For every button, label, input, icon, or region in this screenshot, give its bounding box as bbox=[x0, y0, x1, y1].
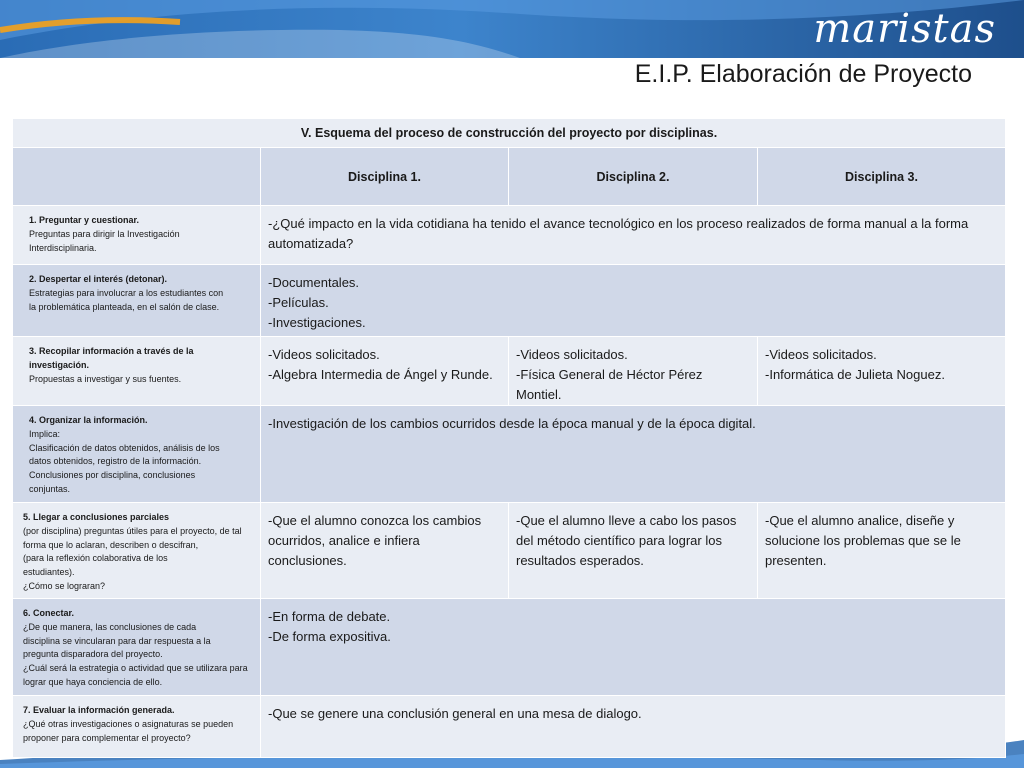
table-caption-row bbox=[13, 119, 1006, 148]
page-title: E.I.P. Elaboración de Proyecto bbox=[634, 60, 972, 88]
stage-cell bbox=[13, 503, 261, 599]
table-row bbox=[13, 696, 1006, 758]
stage-title: 6. Conectar. bbox=[23, 608, 75, 618]
stage-cell bbox=[13, 337, 261, 406]
content-cell-discipline-1: -Videos solicitados. -Algebra Intermedia de Ángel y Runde. bbox=[261, 337, 509, 406]
header-banner bbox=[0, 0, 1024, 58]
stage-cell bbox=[13, 406, 261, 503]
stage-description: ¿Qué otras investigaciones o asignaturas se pueden proponer para complementar el proyecto? bbox=[23, 718, 234, 743]
stage-title: 1. Preguntar y cuestionar. bbox=[29, 215, 140, 225]
discipline-2-header: Disciplina 2. bbox=[509, 148, 758, 206]
table-row bbox=[13, 337, 1006, 406]
table-row bbox=[13, 599, 1006, 696]
content-cell-discipline-3: -Que el alumno analice, diseñe y solucione los problemas que se le presenten. bbox=[758, 503, 1006, 599]
stage-cell bbox=[13, 206, 261, 265]
table-row bbox=[13, 206, 1006, 265]
stage-title: 4. Organizar la información. bbox=[29, 415, 148, 425]
content-cell: -Que se genere una conclusión general en una mesa de dialogo. bbox=[261, 696, 1006, 758]
content-cell-discipline-3: -Videos solicitados. -Informática de Julieta Noguez. bbox=[758, 337, 1006, 406]
content-cell: -Documentales. -Películas. -Investigaciones. bbox=[261, 265, 1006, 337]
content-cell-discipline-2: -Que el alumno lleve a cabo los pasos del método científico para lograr los resultados esperados. bbox=[509, 503, 758, 599]
stage-description: Estrategias para involucrar a los estudiantes con la problemática planteada, en el salón de clase. bbox=[29, 287, 224, 312]
stage-title: 2. Despertar el interés (detonar). bbox=[29, 274, 168, 284]
discipline-3-header: Disciplina 3. bbox=[758, 148, 1006, 206]
table-row bbox=[13, 265, 1006, 337]
stage-description: Preguntas para dirigir la Investigación Interdisciplinaria. bbox=[29, 228, 180, 253]
stage-title: 3. Recopilar información a través de la investigación. bbox=[29, 346, 194, 370]
stage-cell bbox=[13, 265, 261, 337]
content-cell: -¿Qué impacto en la vida cotidiana ha tenido el avance tecnológico en los proceso realizados de forma manual a la forma automatizada? bbox=[261, 206, 1006, 265]
table-row bbox=[13, 406, 1006, 503]
content-cell: -En forma de debate. -De forma expositiva. bbox=[261, 599, 1006, 696]
content-cell-discipline-1: -Que el alumno conozca los cambios ocurridos, analice e infiera conclusiones. bbox=[261, 503, 509, 599]
stage-description: Implica: Clasificación de datos obtenidos, análisis de los datos obtenidos, registro de la información. Conclusiones por disciplina, conclusiones conjuntas. bbox=[29, 428, 220, 494]
brand-logo: maristas bbox=[813, 6, 996, 52]
table-caption: V. Esquema del proceso de construcción del proyecto por disciplinas. bbox=[13, 119, 1006, 148]
stage-cell bbox=[13, 696, 261, 758]
content-cell: -Investigación de los cambios ocurridos desde la época manual y de la época digital. bbox=[261, 406, 1006, 503]
stage-description: (por disciplina) preguntas útiles para el proyecto, de tal forma que lo aclaran, describen o descifran, (para la reflexión colaborativa de los estudiantes). ¿Cómo se lograran? bbox=[23, 525, 242, 591]
content-cell-discipline-2: -Videos solicitados. -Física General de Héctor Pérez Montiel. bbox=[509, 337, 758, 406]
table-header-row bbox=[13, 148, 1006, 206]
table-row bbox=[13, 503, 1006, 599]
header-empty-cell bbox=[13, 148, 261, 206]
discipline-1-header: Disciplina 1. bbox=[261, 148, 509, 206]
project-scheme-table bbox=[12, 118, 1006, 758]
stage-description: Propuestas a investigar y sus fuentes. bbox=[29, 373, 182, 384]
stage-description: ¿De que manera, las conclusiones de cada disciplina se vincularan para dar respuesta a la pregunta disparadora del proyecto. ¿Cuál será la estrategia o actividad que se utilizara para lograr que haya conciencia de ello. bbox=[23, 621, 248, 687]
stage-title: 7. Evaluar la información generada. bbox=[23, 705, 175, 715]
stage-title: 5. Llegar a conclusiones parciales bbox=[23, 512, 170, 522]
stage-cell bbox=[13, 599, 261, 696]
